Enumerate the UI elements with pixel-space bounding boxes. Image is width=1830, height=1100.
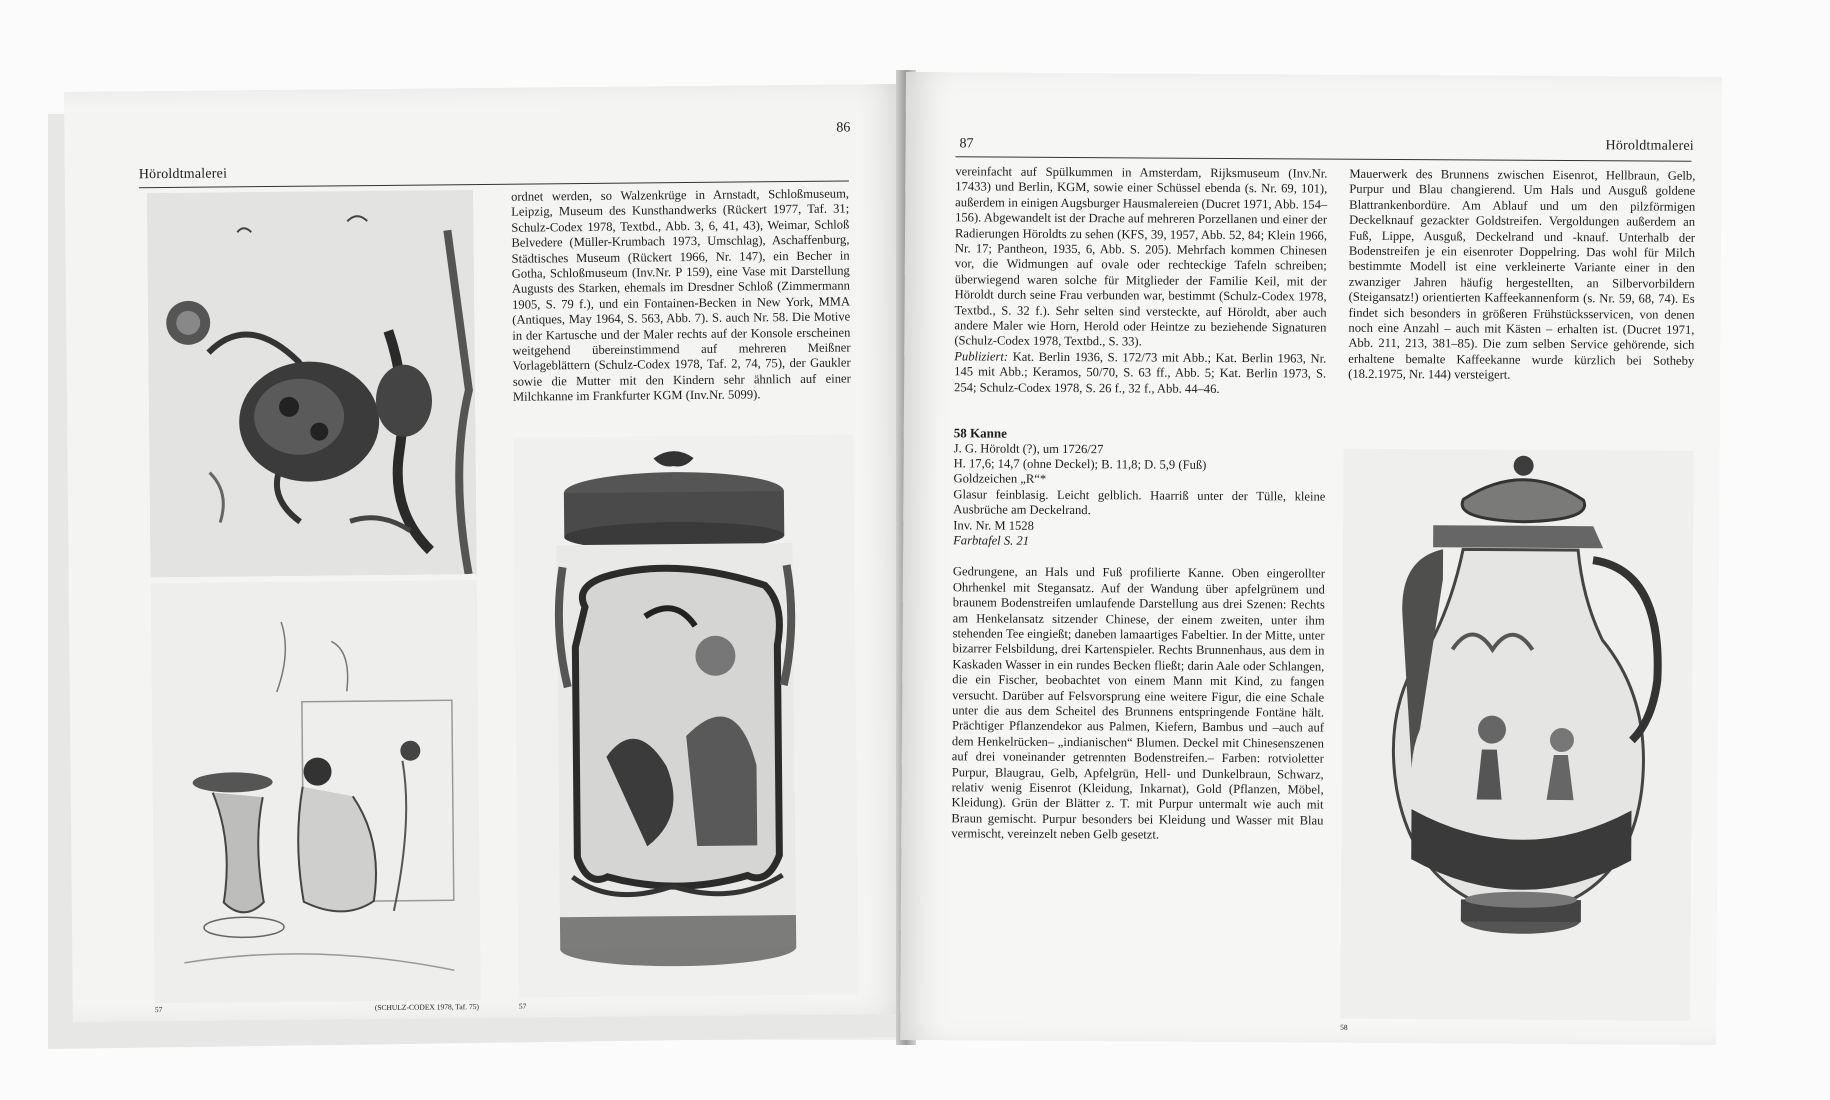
page-number-left: 86 bbox=[836, 120, 851, 136]
jug-photo bbox=[1340, 449, 1693, 1021]
left-body-text bbox=[511, 186, 851, 405]
entry-line-2: H. 17,6; 14,7 (ohne Deckel); B. 11,8; D. 5,9 (Fuß) bbox=[953, 456, 1207, 472]
entry-line-3: Goldzeichen „R“* bbox=[953, 471, 1047, 487]
header-rule-right bbox=[955, 156, 1691, 161]
right-column-1 bbox=[951, 164, 1327, 844]
porcelain-detail-photo bbox=[147, 190, 477, 577]
right-page bbox=[900, 72, 1722, 1045]
caption-57-left: 57 bbox=[154, 1005, 163, 1015]
entry-plate-ref: Farbtafel S. 21 bbox=[953, 533, 1030, 548]
vorlage-drawing-photo bbox=[151, 580, 481, 1003]
right-col2-text: Mauerwerk des Brunnens zwischen Eisenrot, Hellbraun, Gelb, Purpur und Blau changierend. Um Hals und Ausguß goldene Blattrankenbordüre. Am Ablauf und um den pilzförmigen Deckelknauf gezackter Goldstreifen. Vergoldungen außerdem an Fuß, Lippe, Ausguß, Deckelrand und -knauf. Unterhalb der Bodenstreifen je ein eisenroter Doppelring. Das wohl für Milch bestimmte Modell ist eine verkleinerte Variante einer in den zwanziger Jahren häufig hergestellten, an Silbervorbildern (Steigansatz!) orientierten Kaffeekannenform (s. Nr. 59, 68, 74). Es findet sich besonders in größeren Frühstücksservicen, von denen noch eine Anzahl – auch mit Kästen – erhalten ist. (Ducret 1971, Abb. 211, 213, 381–85). Die zum selben Service gehörende, sich erhaltene bemalte Kaffeekanne wurde kürzlich bei Sotheby (18.2.1975, Nr. 144) versteigert. bbox=[1348, 166, 1696, 382]
right-col1-description: Gedrungene, an Hals und Fuß profilierte Kanne. Oben eingerollter Ohrhenkel mit Stegansatz. Auf der Wandung über apfelgrünem und braunem Bodenstreifen umlaufende Darstellung aus drei Szenen: Rechts am Henkelansatz sitzender Chinese, der einem zweiten, unter ihm stehenden Tee eingießt; daneben lamaartiges Fabeltier. In der Mitte, unter bizarrer Felsbildung, drei Kartenspieler. Rechts Brunnenhaus, aus dem in Kaskaden Wasser in ein rundes Becken fließt; darin Aale oder Schlangen, die ein Fischer, beobachtet von einem Mann mit Kind, zu fangen versucht. Darüber auf Felsvorsprung eine weitere Figur, die eine Schale unter die aus dem Scheitel des Brunnens entspringende Fontäne hält. Prächtiger Pflanzendekor aus Palmen, Kiefern, Bambus und –auch auf dem Henkelrücken– „indianischen“ Blumen. Deckel mit Chinesenszenen auf drei voneinander getrennten Bodenstreifen.– Farben: rotvioletter Purpur, Blaugrau, Gelb, Apfelgrün, Hell- und Dunkelbraun, Schwarz, relativ wenig Eisenrot (Kleidung, Inkarnat), Gold (Pflanzen, Möbel, Kleidung). Grün der Blätter z. T. mit Purpur untermalt wie auch mit Braun gemischt. Purpur besonders bei Kleidung und Wasser mit Blau vermischt, vereinzelt neben Gelb gesetzt. bbox=[951, 564, 1325, 842]
published-text: Kat. Berlin 1936, S. 172/73 mit Abb.; Kat. Berlin 1963, Nr. 145 mit Abb.; Keramos, 50/70, S. 63 ff., Abb. 5; Kat. Berlin 1973, S. 254; Schulz-Codex 1978, S. 26 f., 32 f., Abb. 44–46. bbox=[954, 349, 1327, 396]
published-label: Publiziert: bbox=[954, 349, 1009, 364]
caption-source: (SCHULZ-CODEX 1978, Taf. 75) bbox=[374, 1002, 479, 1013]
running-head-left: Höroldtmalerei bbox=[138, 166, 228, 183]
right-col1-intro: vereinfacht auf Spülkummen in Amsterdam, Rijksmuseum (Inv.Nr. 17433) und Berlin, KGM, sowie einer Schüssel ebenda (s. Nr. 69, 101), außerdem in einigen Augsburger Hausmalereien (Ducret 1971, Abb. 154–156). Abgewandelt ist der Drache auf mehreren Porzellanen und einer der Radierungen Höroldts zu sehen (KFS, 39, 1957, Abb. 52, 84; Klein 1966, Nr. 17; Pantheon, 1935, 6, Abb. S. 205). Mehrfach kommen Chinesen vor, die Widmungen auf ovale oder rechteckige Tafeln schreiben; überwiegend waren solche für Mitglieder der Familie Keil, mit der Höroldt durch seine Frau verbunden war, bestimmt (Schulz-Codex 1978, Textbd., S. 32 f.). Sehr selten sind versteckte, auf Höroldt, aber auch andere Maler wie Horn, Herold oder Heintze zu beziehende Signaturen (Schulz-Codex 1978, Textbd., S. 33). bbox=[954, 164, 1328, 349]
left-page bbox=[64, 84, 915, 1022]
catalog-entry-title: 58 Kanne bbox=[953, 425, 1007, 441]
caption-57-right: 57 bbox=[518, 1001, 527, 1011]
entry-line-4: Glasur feinblasig. Leicht gelblich. Haarriß unter der Tülle, kleine Ausbrüche am Deckelrand. bbox=[953, 487, 1326, 518]
caption-58: 58 bbox=[1340, 1022, 1348, 1032]
right-column-2 bbox=[1348, 167, 1695, 385]
entry-line-1: J. G. Höroldt (?), um 1726/27 bbox=[953, 440, 1104, 456]
tankard-photo bbox=[513, 434, 858, 997]
left-body-paragraph: ordnet werden, so Walzenkrüge in Arnstadt, Schloßmuseum, Leipzig, Museum des Kunsthandwerks (Rückert 1977, Taf. 31; Schulz-Codex 1978, Textbd., Abb. 3, 6, 41, 43), Weimar, Schloß Belvedere (Müller-Krumbach 1973, Umschlag), Aschaffenburg, Städtisches Museum (Rückert 1966, Nr. 147), ein Becher in Gotha, Schloßmuseum (Inv.Nr. P 159), eine Vase mit Darstellung Augusts des Starken, ehemals im Dresdner Schloß (Zimmermann 1905, S. 79 f.), und ein Fontainen-Becken in New York, MMA (Antiques, May 1964, S. 563, Abb. 7). S. auch Nr. 58. Die Motive in der Kartusche und der Maler rechts auf der Konsole erscheinen weitgehend übereinstimmend auf mehreren Meißner Vorlageblättern (Schulz-Codex 1978, Taf. 2, 74, 75), der Gaukler sowie die Mutter mit den Kindern sehr ähnlich auf einer Milchkanne im Frankfurter KGM (Inv.Nr. 5099). bbox=[510, 186, 851, 404]
entry-line-5: Inv. Nr. M 1528 bbox=[953, 517, 1034, 533]
running-head-right: Höroldtmalerei bbox=[1605, 138, 1694, 154]
page-number-right: 87 bbox=[959, 136, 974, 152]
